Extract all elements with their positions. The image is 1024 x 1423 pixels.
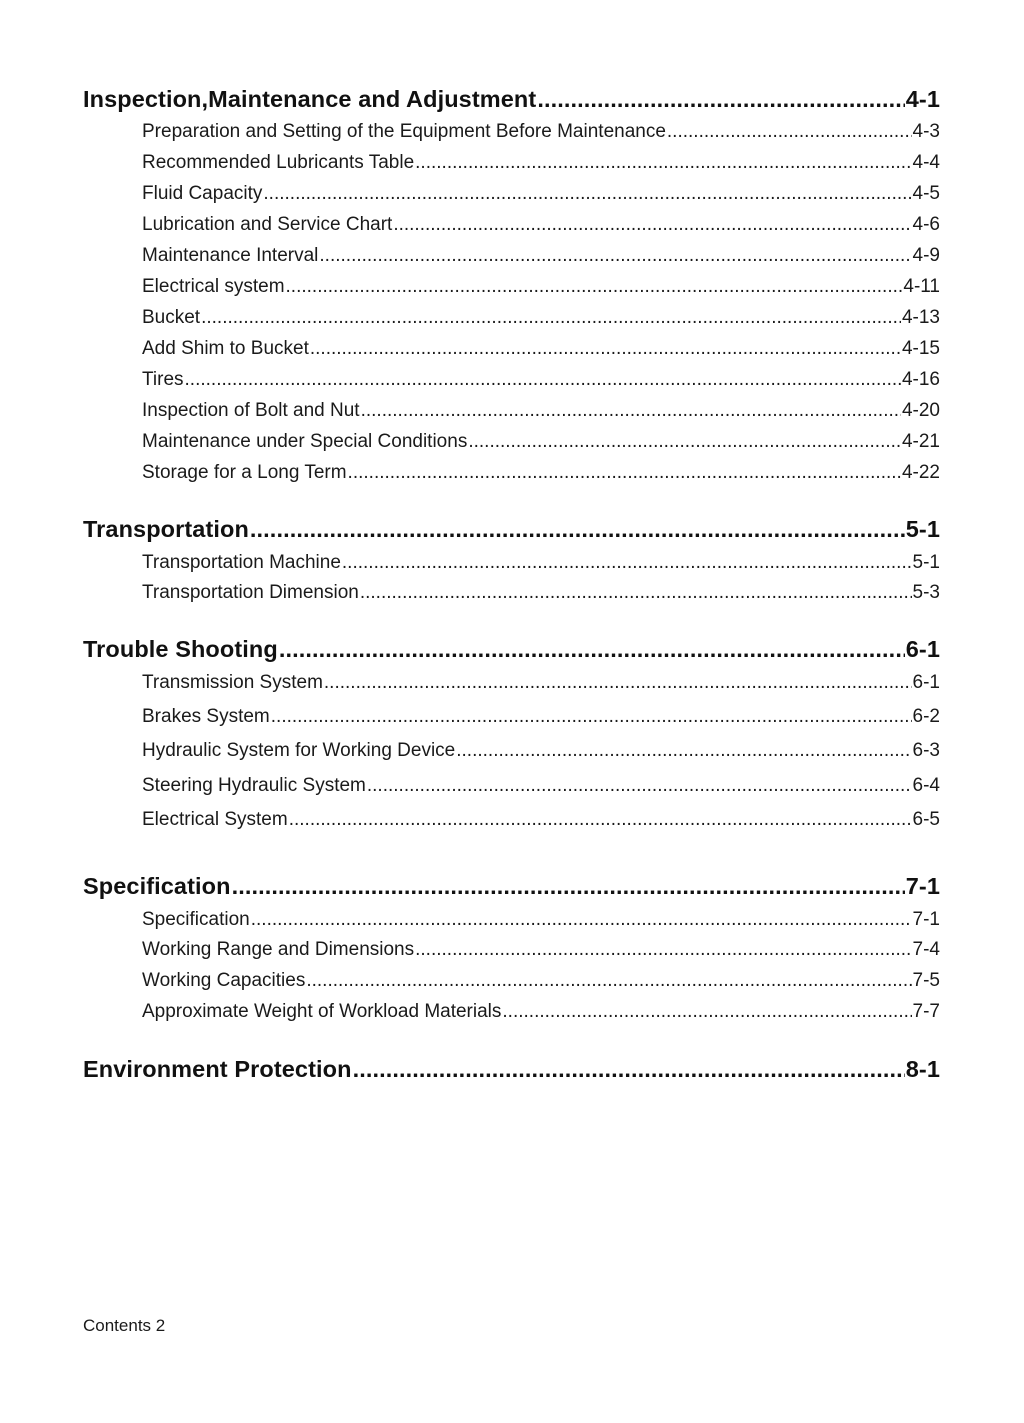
toc-entry-page: 4-11 (903, 276, 940, 297)
toc-entry[interactable] (142, 775, 940, 797)
toc-entry-page: 6-3 (912, 740, 940, 761)
toc-entry-title: Hydraulic System for Working Device (142, 740, 456, 761)
toc-entry-title: Lubrication and Service Chart (142, 214, 393, 235)
dot-leader (263, 183, 911, 205)
toc-entry-title: Brakes System (142, 706, 270, 727)
toc-entry[interactable] (142, 245, 940, 267)
toc-entry[interactable] (142, 582, 940, 604)
toc-entry[interactable] (142, 939, 940, 961)
dot-leader (250, 516, 905, 543)
toc-heading-page: 6-1 (905, 636, 940, 662)
toc-heading[interactable] (83, 516, 940, 543)
dot-leader (393, 214, 911, 236)
toc-entry[interactable] (142, 706, 940, 728)
toc-heading-title: Trouble Shooting (83, 636, 278, 662)
toc-heading-page: 7-1 (905, 873, 940, 899)
toc-entry-title: Transmission System (142, 672, 323, 693)
toc-entry[interactable] (142, 462, 940, 484)
toc-entry-page: 4-3 (912, 121, 940, 142)
dot-leader (367, 775, 912, 797)
toc-entry-page: 4-13 (901, 307, 940, 328)
toc-entry-page: 4-20 (901, 400, 940, 421)
toc-entry-title: Recommended Lubricants Table (142, 152, 415, 173)
toc-entry-title: Electrical System (142, 809, 288, 830)
toc-entry-title: Maintenance under Special Conditions (142, 431, 468, 452)
dot-leader (286, 276, 903, 298)
toc-entry-title: Steering Hydraulic System (142, 775, 366, 796)
toc-entry-page: 4-15 (901, 338, 940, 359)
toc-entry-page: 7-7 (912, 1001, 940, 1022)
toc-heading-title: Transportation (83, 516, 249, 542)
dot-leader (360, 582, 912, 604)
dot-leader (324, 672, 912, 694)
toc-entry[interactable] (142, 672, 940, 694)
toc-entry[interactable] (142, 369, 940, 391)
toc-entry-title: Transportation Dimension (142, 582, 359, 603)
dot-leader (415, 152, 911, 174)
toc-entry[interactable] (142, 809, 940, 831)
toc-heading[interactable] (83, 873, 940, 900)
toc-entry[interactable] (142, 970, 940, 992)
toc-entry-title: Storage for a Long Term (142, 462, 347, 483)
toc-entry[interactable] (142, 400, 940, 422)
toc-entry-page: 4-22 (901, 462, 940, 483)
dot-leader (502, 1001, 911, 1023)
toc-entry-title: Inspection of Bolt and Nut (142, 400, 360, 421)
toc-entry-page: 4-4 (912, 152, 940, 173)
toc-entry-title: Specification (142, 909, 250, 930)
toc-entry-title: Maintenance Interval (142, 245, 319, 266)
toc-entry-title: Electrical system (142, 276, 285, 297)
toc-entry[interactable] (142, 183, 940, 205)
dot-leader (342, 552, 912, 574)
dot-leader (415, 939, 911, 961)
toc-entry-page: 4-9 (912, 245, 940, 266)
toc-entry-page: 6-4 (912, 775, 940, 796)
toc-heading-page: 8-1 (905, 1056, 940, 1082)
toc-entry-page: 6-2 (912, 706, 940, 727)
toc-entry[interactable] (142, 740, 940, 762)
toc-entry-page: 5-3 (912, 582, 940, 603)
toc-heading-page: 4-1 (905, 86, 940, 112)
dot-leader (537, 86, 904, 113)
toc-entry[interactable] (142, 152, 940, 174)
toc-entry-page: 6-1 (912, 672, 940, 693)
toc-entry-title: Add Shim to Bucket (142, 338, 309, 359)
dot-leader (348, 462, 901, 484)
dot-leader (232, 873, 905, 900)
toc-entry-title: Approximate Weight of Workload Materials (142, 1001, 502, 1022)
dot-leader (456, 740, 911, 762)
toc-entry-page: 7-5 (912, 970, 940, 991)
toc-heading[interactable] (83, 636, 940, 663)
dot-leader (353, 1056, 905, 1083)
toc-heading-title: Environment Protection (83, 1056, 352, 1082)
toc-heading[interactable] (83, 86, 940, 113)
dot-leader (185, 369, 901, 391)
toc-entry-title: Fluid Capacity (142, 183, 263, 204)
toc-entry-page: 4-5 (912, 183, 940, 204)
toc-entry-title: Bucket (142, 307, 201, 328)
toc-heading-title: Inspection,Maintenance and Adjustment (83, 86, 537, 112)
dot-leader (201, 307, 901, 329)
toc-entry[interactable] (142, 121, 940, 143)
dot-leader (289, 809, 912, 831)
page-footer: Contents 2 (83, 1316, 166, 1335)
toc-entry-title: Working Capacities (142, 970, 306, 991)
dot-leader (468, 431, 901, 453)
toc-entry-page: 4-21 (901, 431, 940, 452)
toc-entry-page: 4-6 (912, 214, 940, 235)
toc-entry-page: 7-4 (912, 939, 940, 960)
dot-leader (319, 245, 911, 267)
toc-entry[interactable] (142, 552, 940, 574)
toc-entry-page: 7-1 (912, 909, 940, 930)
dot-leader (667, 121, 912, 143)
toc-heading-title: Specification (83, 873, 231, 899)
toc-heading-page: 5-1 (905, 516, 940, 542)
toc-entry-page: 6-5 (912, 809, 940, 830)
toc-heading[interactable] (83, 1056, 940, 1083)
toc-entry[interactable] (142, 214, 940, 236)
toc-entry-title: Preparation and Setting of the Equipment Before Maintenance (142, 121, 666, 142)
dot-leader (306, 970, 911, 992)
dot-leader (279, 636, 905, 663)
toc-entry-page: 4-16 (901, 369, 940, 390)
toc-entry[interactable] (142, 338, 940, 360)
dot-leader (271, 706, 912, 728)
toc-entry[interactable] (142, 307, 940, 329)
toc-entry-title: Transportation Machine (142, 552, 341, 573)
dot-leader (310, 338, 901, 360)
toc-entry[interactable] (142, 1001, 940, 1023)
toc-entry-title: Working Range and Dimensions (142, 939, 415, 960)
dot-leader (361, 400, 901, 422)
toc-entry-page: 5-1 (912, 552, 940, 573)
toc-entry[interactable] (142, 909, 940, 931)
toc-entry-title: Tires (142, 369, 184, 390)
toc-entry[interactable] (142, 431, 940, 453)
toc-entry[interactable] (142, 276, 940, 298)
dot-leader (251, 909, 912, 931)
